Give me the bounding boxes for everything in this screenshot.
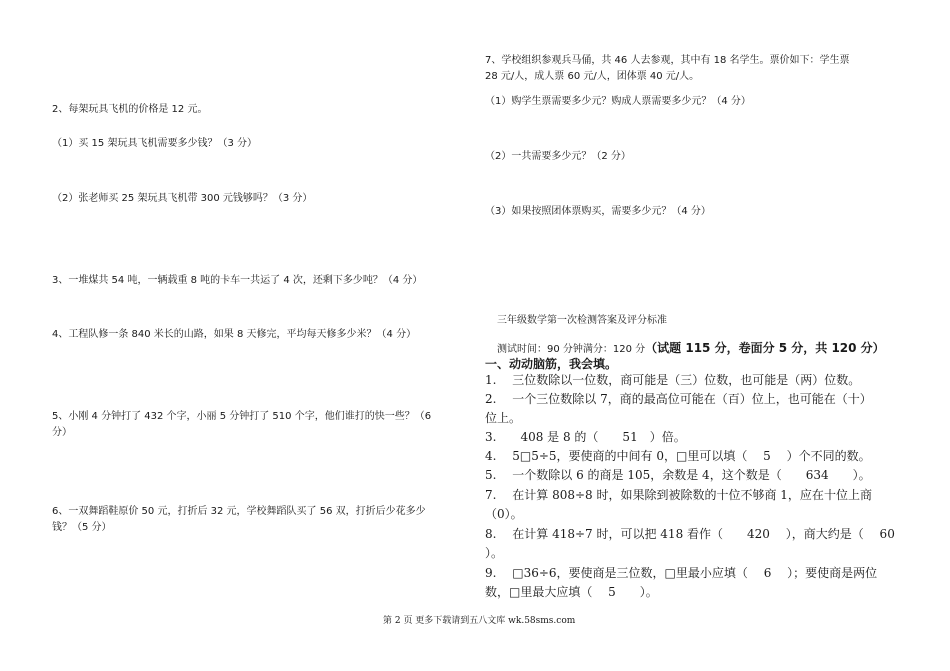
exam-time-line <box>497 341 885 357</box>
question-7-part-2: （2）一共需要多少元？（2 分） <box>485 151 631 162</box>
question-5-line-1: 5、小刚 4 分钟打了 432 个字，小丽 5 分钟打了 510 个字，他们谁打的快一些？（6 <box>52 411 432 422</box>
question-7-line-1: 7、学校组织参观兵马俑，共 46 人去参观，其中有 18 名学生。票价如下：学生票 <box>485 55 850 66</box>
question-2-part-1: （1）买 15 架玩具飞机需要多少钱？（3 分） <box>52 138 257 149</box>
answer-2-line-1: 2. 一个三位数除以 7，商的最高位可能在（百）位上，也可能在（十） <box>485 392 872 406</box>
question-7-line-2: 28 元/人，成人票 60 元/人，团体票 40 元/人。 <box>485 71 700 82</box>
question-7-part-3: （3）如果按照团体票购买，需要多少元？（4 分） <box>485 206 711 217</box>
question-2: 2、每架玩具飞机的价格是 12 元。 <box>52 104 208 115</box>
answer-8-line-2: ）。 <box>485 546 504 560</box>
answer-9-line-1: 9. □36÷6，要使商是三位数，□里最小应填（ 6 ）；要使商是两位 <box>485 566 878 580</box>
page-footer: 第 2 页 更多下载请到五八文库 wk.58sms.com <box>383 616 576 626</box>
question-7-part-1: （1）购学生票需要多少元？购成人票需要多少元？（4 分） <box>485 96 751 107</box>
question-6-line-1: 6、一双舞蹈鞋原价 50 元，打折后 32 元，学校舞蹈队买了 56 双，打折后少花多少 <box>52 506 426 517</box>
answer-4: 4. 5□5÷5，要使商的中间有 0，□里可以填（ 5 ）个不同的数。 <box>485 449 871 463</box>
answer-5: 5. 一个数除以 6 的商是 105，余数是 4，这个数是（ 634 ）。 <box>485 468 871 482</box>
question-5-line-2: 分） <box>52 427 72 438</box>
question-2-part-2: （2）张老师买 25 架玩具飞机带 300 元钱够吗？（3 分） <box>52 193 313 204</box>
answer-2-line-2: 位上。 <box>485 411 522 425</box>
section-1-heading: 一、动动脑筋，我会填。 <box>485 357 618 371</box>
answer-3: 3. 408 是 8 的（ 51 ）倍。 <box>485 430 686 444</box>
answer-8-line-1: 8. 在计算 418÷7 时，可以把 418 看作（ 420 ），商大约是（ 60 <box>485 527 895 541</box>
exam-score-note: （试题 115 分，卷面分 5 分，共 120 分） <box>645 341 885 355</box>
answer-7-line-2: （0）。 <box>485 507 523 521</box>
answer-9-line-2: 数，□里最大应填（ 5 ）。 <box>485 585 658 599</box>
exam-time: 测试时间：90 分钟满分：120 分 <box>497 344 646 355</box>
question-4: 4、工程队修一条 840 米长的山路，如果 8 天修完，平均每天修多少米？（4 分） <box>52 329 417 340</box>
question-6-line-2: 钱？（5 分） <box>52 522 112 533</box>
question-3: 3、一堆煤共 54 吨，一辆载重 8 吨的卡车一共运了 4 次，还剩下多少吨？（4 分） <box>52 275 423 286</box>
answer-1: 1. 三位数除以一位数，商可能是（三）位数，也可能是（两）位数。 <box>485 373 861 387</box>
answer-key-title: 三年级数学第一次检测答案及评分标准 <box>497 315 667 326</box>
answer-7-line-1: 7. 在计算 808÷8 时，如果除到被除数的十位不够商 1，应在十位上商 <box>485 488 872 502</box>
